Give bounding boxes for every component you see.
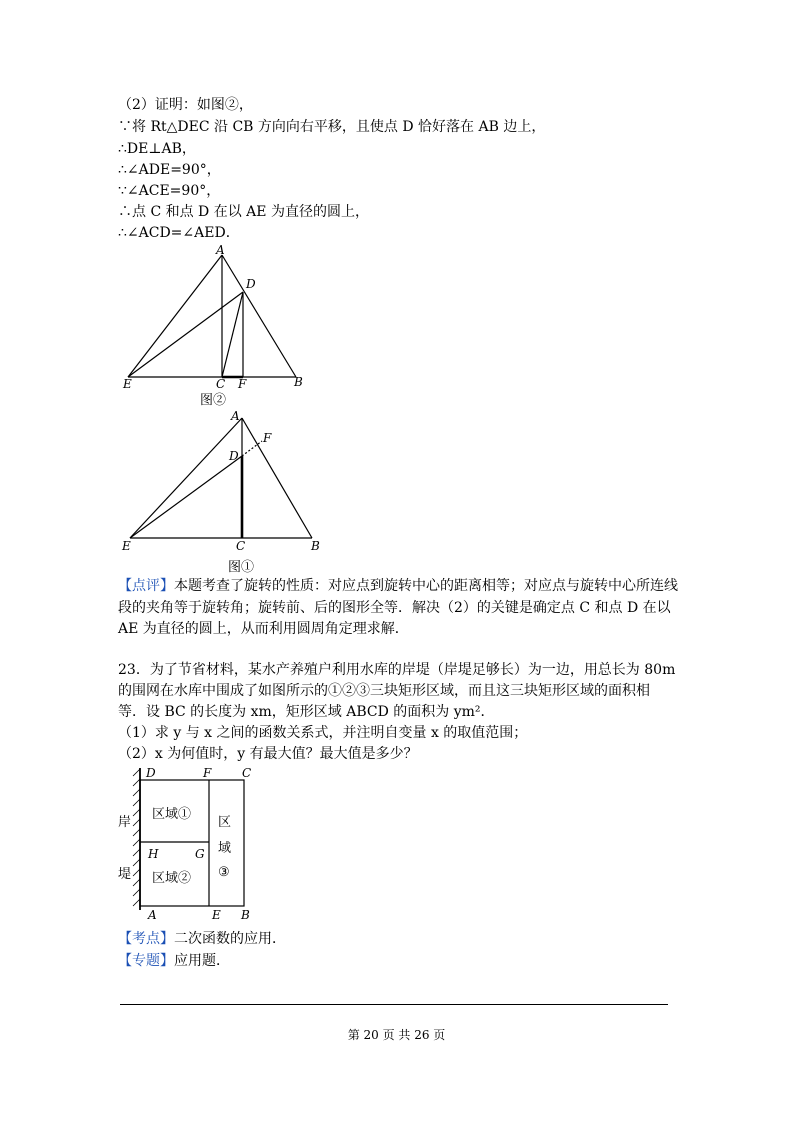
proof-line: ∴∠ACD=∠AED． [118, 225, 240, 241]
figure-2-caption: 图② [200, 393, 227, 408]
segment-ae [130, 418, 242, 538]
kaodian-text: 二次函数的应用． [174, 931, 286, 947]
segment-ab [222, 255, 296, 377]
label-e: E [212, 908, 221, 922]
label-e: E [123, 377, 132, 391]
regions-diagram [116, 762, 266, 924]
region-3-char: 区 [218, 815, 232, 830]
bank-hatching [133, 769, 140, 906]
proof-line: ∴∠ADE=90°， [118, 162, 221, 178]
label-a: A [148, 908, 157, 922]
label-f: F [238, 377, 247, 391]
label-a: A [216, 243, 225, 257]
label-f: F [203, 766, 212, 780]
figure-1-diagram [118, 408, 328, 558]
segment-ae [128, 255, 222, 377]
label-b: B [294, 375, 303, 389]
label-e: E [122, 539, 131, 553]
figure-2-diagram [118, 240, 318, 406]
zhuanti-text: 应用题． [174, 953, 230, 969]
kaodian-tag: 【考点】 [118, 931, 174, 947]
proof-line: ∵∠ACE=90°， [118, 183, 221, 199]
label-b: B [241, 908, 250, 922]
label-a: A [231, 409, 240, 423]
label-d: D [146, 766, 156, 780]
problem-line: 的围网在水库中围成了如图所示的①②③三块矩形区域，而且这三块矩形区域的面积相 [118, 683, 650, 699]
comment-line: AE 为直径的圆上，从而利用圆周角定理求解． [118, 621, 409, 637]
segment-ab [242, 418, 312, 538]
zhuanti-tag: 【专题】 [118, 953, 174, 969]
label-d: D [246, 277, 256, 291]
comment-line: 段的夹角等于旋转角；旋转前、后的图形全等．解决（2）的关键是确定点 C 和点 D 在以 [118, 600, 671, 616]
label-g: G [195, 847, 205, 861]
label-f: F [263, 431, 272, 445]
zhuanti-line [118, 951, 230, 971]
label-c: C [236, 539, 246, 553]
label-c: C [216, 377, 226, 391]
bank-label-char: 堤 [118, 867, 132, 882]
proof-line: ∴点 C 和点 D 在以 AE 为直径的圆上， [118, 204, 369, 220]
region-3-char: ③ [218, 865, 230, 880]
comment-line [118, 576, 678, 596]
proof-line: ∴DE⊥AB， [118, 141, 196, 157]
bank-label-char: 岸 [118, 815, 132, 830]
region-3-char: 域 [218, 841, 232, 856]
label-h: H [148, 847, 159, 861]
region-2-label: 区域② [152, 871, 192, 886]
label-d: D [229, 449, 239, 463]
proof-line: ∵将 Rt△DEC 沿 CB 方向向右平移，且使点 D 恰好落在 AB 边上， [118, 119, 546, 135]
figure-1-caption: 图① [228, 560, 255, 575]
proof-line: （2）证明：如图②， [118, 97, 253, 113]
footer-divider [120, 1004, 668, 1005]
region-1-label: 区域① [152, 807, 192, 822]
label-b: B [311, 539, 320, 553]
comment-text: 本题考查了旋转的性质：对应点到旋转中心的距离相等；对应点与旋转中心所连线 [174, 578, 678, 594]
question-2: （2）x 为何值时，y 有最大值？最大值是多少？ [118, 746, 418, 762]
kaodian-line [118, 929, 286, 949]
label-c: C [242, 766, 252, 780]
question-1: （1）求 y 与 x 之间的函数关系式，并注明自变量 x 的取值范围； [118, 725, 528, 741]
problem-line: 等．设 BC 的长度为 xm，矩形区域 ABCD 的面积为 ym²． [118, 704, 495, 720]
comment-tag: 【点评】 [118, 578, 174, 594]
problem-line: 23．为了节省材料，某水产养殖户利用水库的岸堤（岸堤足够长）为一边，用总长为 80m [118, 662, 676, 678]
segment-df-dotted [242, 441, 262, 456]
page-number: 第 20 页 共 26 页 [347, 1028, 446, 1042]
segment-ed [130, 456, 242, 538]
